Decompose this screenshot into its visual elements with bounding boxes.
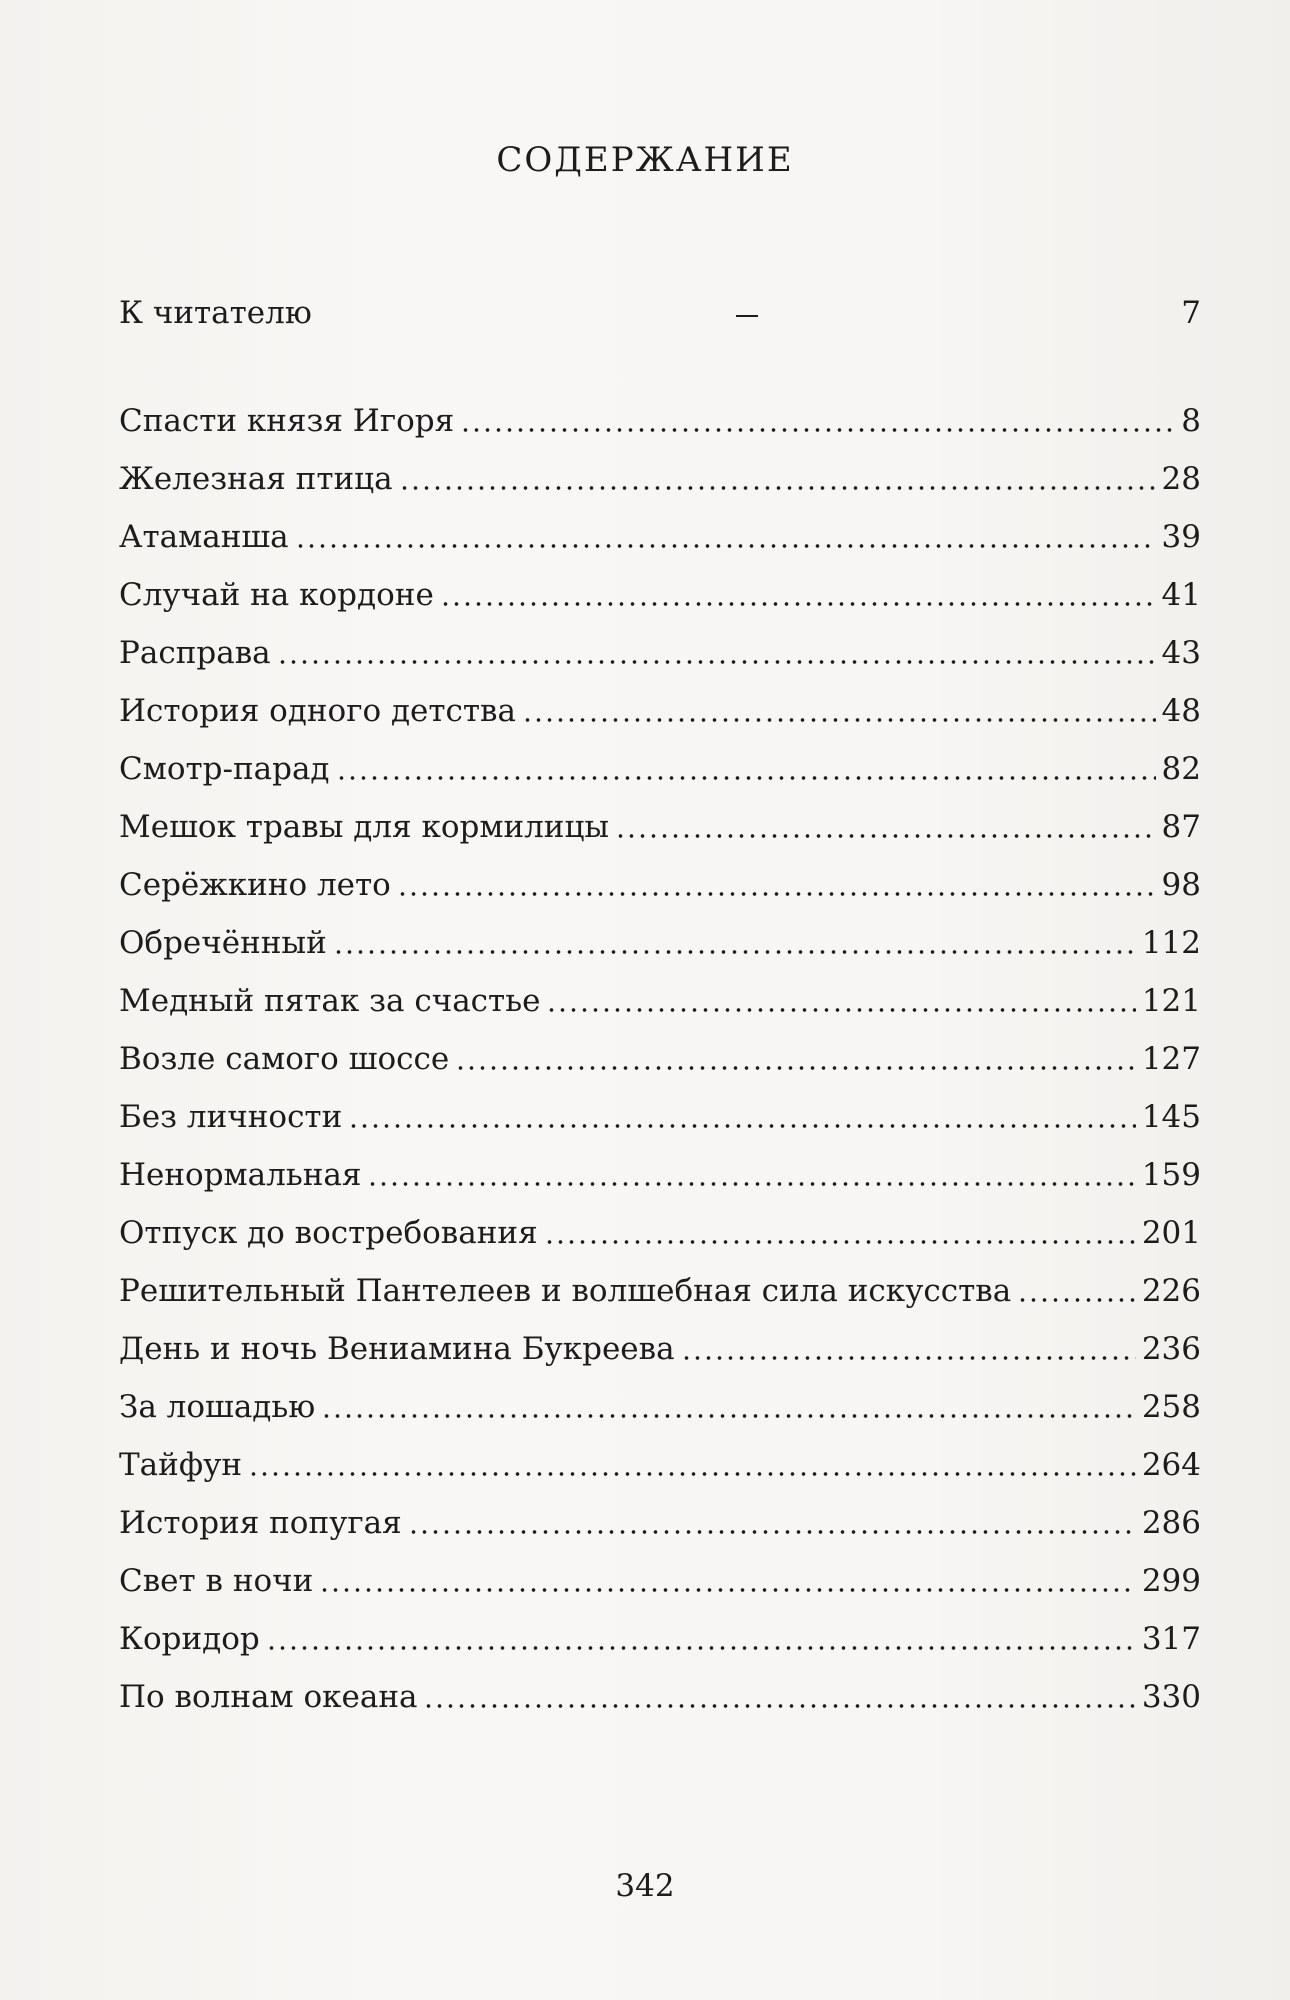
toc-entry-title: Смотр-парад <box>119 751 330 787</box>
toc-entry-page: 145 <box>1141 1099 1201 1135</box>
toc-entry <box>119 290 1201 336</box>
toc-entry-title: Тайфун <box>119 1447 242 1483</box>
toc-leader-dots <box>266 1621 1136 1651</box>
toc-entry-page: 87 <box>1161 809 1201 845</box>
toc-entry-title: Ненормальная <box>119 1157 362 1193</box>
toc-entry <box>119 746 1201 792</box>
toc-entry-page: 28 <box>1161 461 1201 497</box>
toc-entry-page: 8 <box>1181 403 1201 439</box>
toc-leader-dots <box>397 867 1156 897</box>
toc-entry <box>119 920 1201 966</box>
toc-leader-dots <box>522 693 1156 723</box>
toc-leader-dots <box>333 925 1136 955</box>
toc-leader-dots <box>460 403 1175 433</box>
toc-entry-page: 258 <box>1141 1389 1201 1425</box>
toc-entry <box>119 1268 1201 1314</box>
toc-entry-title: Без личности <box>119 1099 343 1135</box>
toc-entry <box>119 572 1201 618</box>
toc-entry <box>119 398 1201 444</box>
toc-entry <box>119 1616 1201 1662</box>
toc-entry <box>119 688 1201 734</box>
toc-leader-dots <box>336 751 1156 781</box>
toc-entry <box>119 456 1201 502</box>
toc-entry <box>119 1442 1201 1488</box>
toc-entry-page: 98 <box>1161 867 1201 903</box>
toc-entry-title: Обречённый <box>119 925 327 961</box>
toc-leader-dots <box>615 809 1155 839</box>
toc-leader-dots <box>455 1041 1136 1071</box>
toc-leader-dots <box>348 1099 1136 1129</box>
toc-entry-title: Расправа <box>119 635 271 671</box>
toc-entry-page: 121 <box>1141 983 1201 1019</box>
toc-entry-title: Случай на кордоне <box>119 577 434 613</box>
toc-entry-title: Возле самого шоссе <box>119 1041 450 1077</box>
toc-entry <box>119 1326 1201 1372</box>
toc-entry-page: 226 <box>1141 1273 1201 1309</box>
toc-entry-title: По волнам океана <box>119 1679 418 1715</box>
toc-leader-dots <box>277 635 1156 665</box>
toc-leader-dots <box>544 1215 1136 1245</box>
toc-entry <box>119 1384 1201 1430</box>
toc-entry-page: 236 <box>1141 1331 1201 1367</box>
toc-leader-dots <box>423 1679 1135 1709</box>
toc-entry-page: 82 <box>1161 751 1201 787</box>
toc-entry <box>119 1210 1201 1256</box>
toc-entry-title: История одного детства <box>119 693 516 729</box>
toc-entry-page: 330 <box>1141 1679 1201 1715</box>
toc-leader-dots <box>440 577 1156 607</box>
toc-leader-dots <box>1017 1273 1136 1303</box>
toc-entry-page: 48 <box>1161 693 1201 729</box>
toc-entry <box>119 1500 1201 1546</box>
toc-entry-title: Свет в ночи <box>119 1563 314 1599</box>
toc-leader-dots <box>248 1447 1136 1477</box>
toc-leader-dots <box>367 1157 1135 1187</box>
toc-entry <box>119 862 1201 908</box>
toc-entry-page: 201 <box>1141 1215 1201 1251</box>
toc-leader-dots <box>399 461 1156 491</box>
toc-entry-title: День и ночь Вениамина Букреева <box>119 1331 675 1367</box>
toc-entry <box>119 804 1201 850</box>
toc-entry-title: Медный пятак за счастье <box>119 983 541 1019</box>
toc-entry-title: Коридор <box>119 1621 260 1657</box>
toc-entry <box>119 1152 1201 1198</box>
toc-leader-dots <box>546 983 1135 1013</box>
toc-entry-title: Атаманша <box>119 519 289 555</box>
toc-entry-page: 7 <box>1181 295 1201 331</box>
toc-entry-title: Мешок травы для кормилицы <box>119 809 610 845</box>
toc-leader-dash <box>318 295 1175 325</box>
toc-leader-dots <box>295 519 1156 549</box>
toc-entry <box>119 1036 1201 1082</box>
page-number: 342 <box>615 1868 675 1904</box>
toc-entry <box>119 978 1201 1024</box>
toc-entry-title: Решительный Пантелеев и волшебная сила искусства <box>119 1273 1012 1309</box>
toc-entry-title: Железная птица <box>119 461 393 497</box>
toc-entry-page: 43 <box>1161 635 1201 671</box>
toc-entry <box>119 1094 1201 1140</box>
toc-entry-title: К читателю <box>119 295 312 331</box>
toc-entry-title: История попугая <box>119 1505 402 1541</box>
toc-entry-title: Отпуск до востребования <box>119 1215 538 1251</box>
toc-leader-dots <box>321 1389 1136 1419</box>
toc-leader-dots <box>408 1505 1136 1535</box>
toc-entry <box>119 514 1201 560</box>
toc-entry-page: 299 <box>1141 1563 1201 1599</box>
toc-leader-dots <box>319 1563 1136 1593</box>
toc-entry-title: За лошадью <box>119 1389 316 1425</box>
toc-entry-page: 159 <box>1141 1157 1201 1193</box>
toc-entry <box>119 630 1201 676</box>
toc-entry-page: 317 <box>1141 1621 1201 1657</box>
toc-entry-title: Серёжкино лето <box>119 867 391 903</box>
toc-entry-page: 264 <box>1141 1447 1201 1483</box>
toc-entry-page: 112 <box>1141 925 1201 961</box>
toc-entry-page: 39 <box>1161 519 1201 555</box>
toc-leader-dots <box>681 1331 1136 1361</box>
contents-heading: СОДЕРЖАНИЕ <box>496 140 794 180</box>
toc-entry-title: Спасти князя Игоря <box>119 403 455 439</box>
toc-entry-page: 286 <box>1141 1505 1201 1541</box>
toc-entry <box>119 1558 1201 1604</box>
toc-entry-page: 41 <box>1161 577 1201 613</box>
toc-entry <box>119 1674 1201 1720</box>
toc-entry-page: 127 <box>1141 1041 1201 1077</box>
